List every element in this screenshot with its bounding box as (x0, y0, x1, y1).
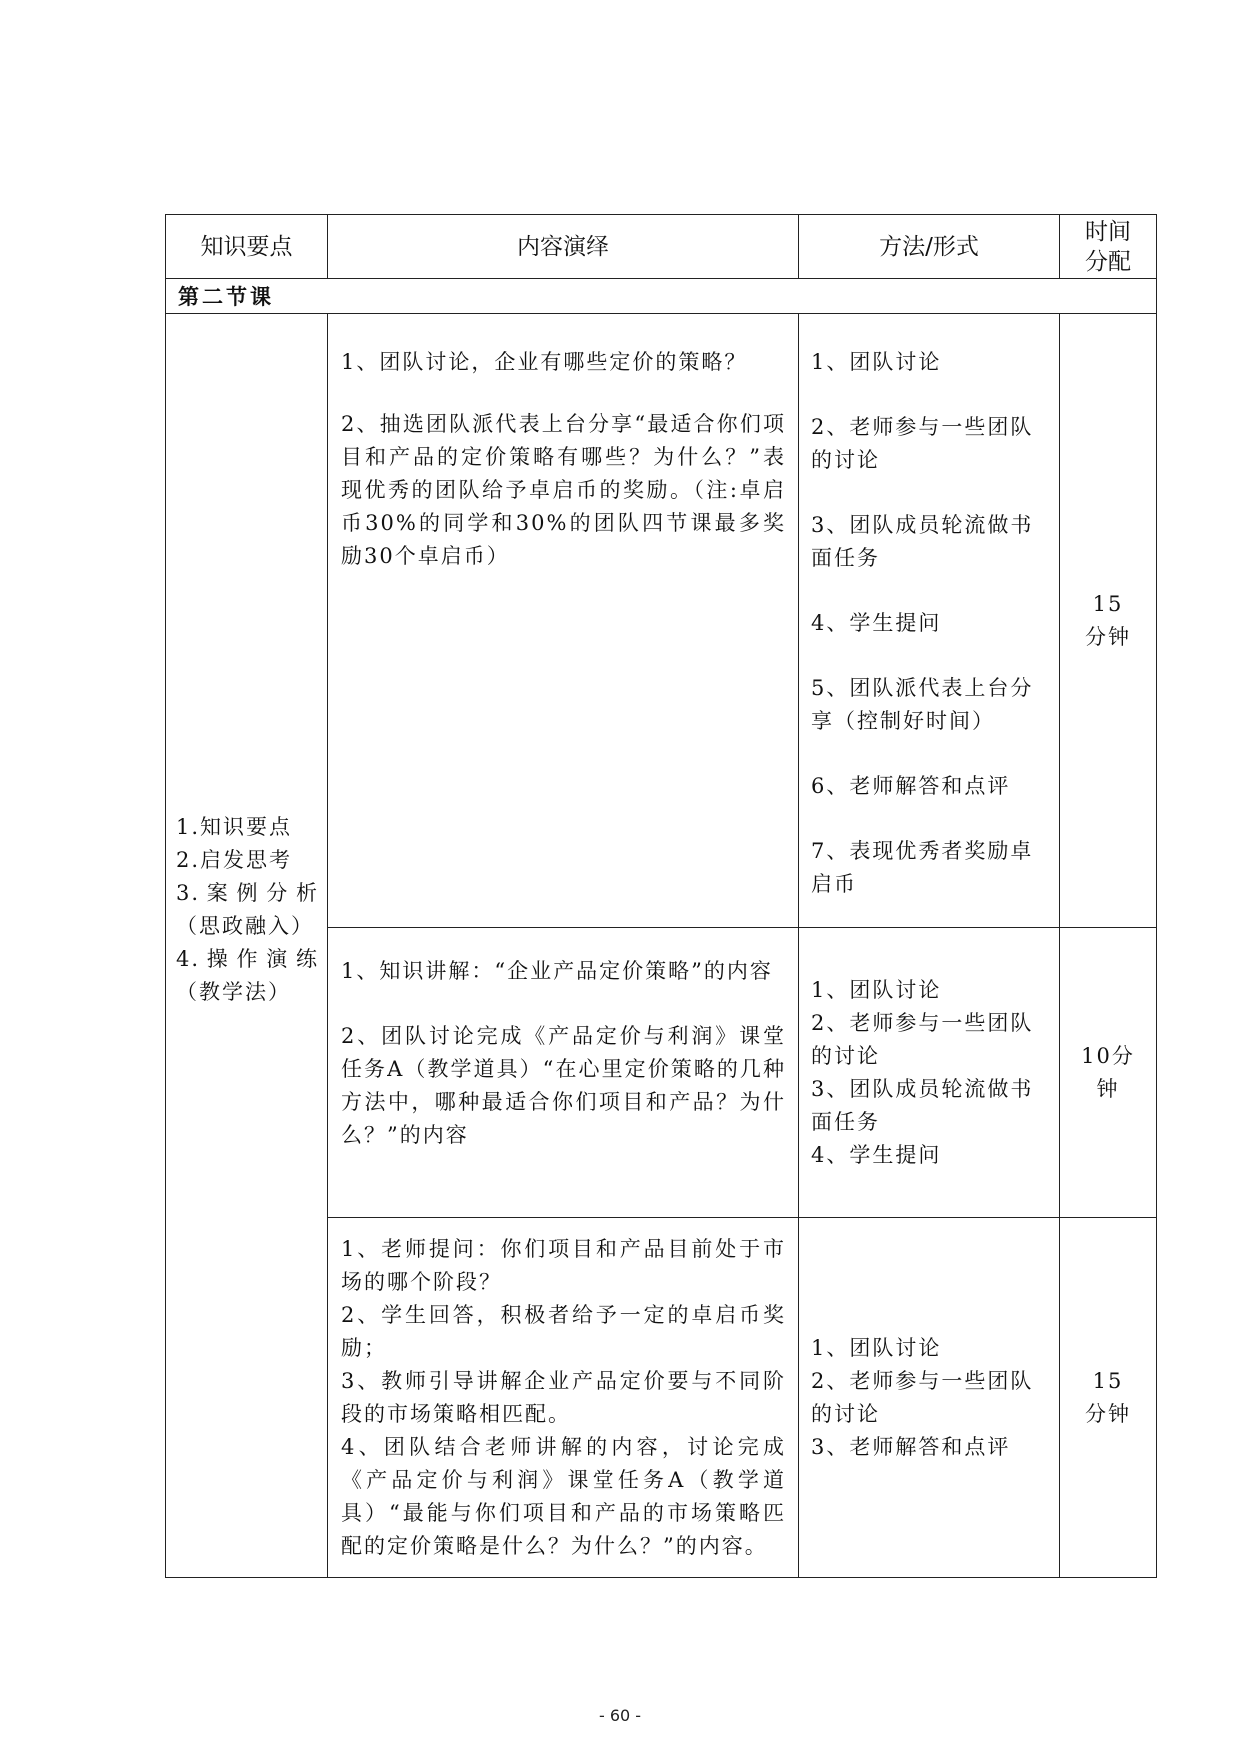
method-item: 1、团队讨论 (811, 1335, 942, 1360)
knowledge-points-list (176, 811, 319, 1009)
method-item: 3、老师解答和点评 (811, 1434, 1011, 1459)
content-item: 1、老师提问：你们项目和产品目前处于市场的哪个阶段？ (341, 1236, 786, 1294)
content-item: 2、学生回答，积极者给予一定的卓启币奖励； (341, 1302, 786, 1360)
header-content: 内容演绎 (328, 215, 799, 279)
header-knowledge-points: 知识要点 (166, 215, 328, 279)
content-cell (328, 1218, 799, 1578)
method-item: 6、老师解答和点评 (811, 774, 1011, 798)
table-header-row (166, 215, 1157, 279)
knowledge-point: 4.操作演练（教学法） (176, 947, 319, 1004)
knowledge-points-cell (166, 314, 328, 1578)
section-title: 第二节课 (166, 279, 1157, 314)
method-item: 5、团队派代表上台分享（控制好时间） (811, 676, 1034, 733)
header-time (1060, 215, 1157, 279)
time-unit: 钟 (1096, 1076, 1120, 1101)
section-row (166, 279, 1157, 314)
header-time-line: 分配 (1085, 248, 1131, 275)
time-cell (1060, 1218, 1157, 1578)
method-item: 4、学生提问 (811, 1142, 942, 1167)
time-value: 15 (1092, 591, 1124, 616)
page-number: - 60 - (598, 1706, 642, 1725)
method-item: 3、团队成员轮流做书面任务 (811, 1076, 1034, 1134)
method-item: 1、团队讨论 (811, 977, 942, 1002)
knowledge-point: 3.案例分析（思政融入） (176, 881, 319, 938)
table-row (166, 314, 1157, 928)
time-cell (1060, 928, 1157, 1218)
content-item: 1、团队讨论，企业有哪些定价的策略？ (341, 350, 748, 374)
time-cell (1060, 314, 1157, 928)
method-item: 2、老师参与一些团队的讨论 (811, 1010, 1034, 1068)
header-time-line: 时间 (1085, 218, 1131, 245)
method-item: 7、表现优秀者奖励卓启币 (811, 839, 1034, 896)
content-item: 4、团队结合老师讲解的内容，讨论完成《产品定价与利润》课堂任务A（教学道具）“最能与你们项目和产品的市场策略匹配的定价策略是什么？为什么？”的内容。 (341, 1434, 786, 1558)
method-cell (799, 314, 1060, 928)
lesson-plan-table (165, 214, 1157, 1578)
time-unit: 分钟 (1085, 624, 1131, 649)
method-item: 4、学生提问 (811, 611, 942, 635)
content-item: 2、抽选团队派代表上台分享“最适合你们项目和产品的定价策略有哪些？为什么？”表现优秀的团队给予卓启币的奖励。（注:卓启币30%的同学和30%的团队四节课最多奖励30个卓启币） (341, 412, 786, 568)
content-item: 2、团队讨论完成《产品定价与利润》课堂任务A（教学道具）“在心里定价策略的几种方法中，哪种最适合你们项目和产品？为什么？”的内容 (341, 1024, 786, 1147)
method-item: 2、老师参与一些团队的讨论 (811, 1368, 1034, 1426)
content-cell (328, 928, 799, 1218)
content-item: 3、教师引导讲解企业产品定价要与不同阶段的市场策略相匹配。 (341, 1368, 786, 1426)
method-cell (799, 928, 1060, 1218)
method-item: 2、老师参与一些团队的讨论 (811, 415, 1034, 472)
method-cell (799, 1218, 1060, 1578)
header-method: 方法/形式 (799, 215, 1060, 279)
knowledge-point: 1.知识要点 (176, 815, 293, 839)
time-value: 15 (1092, 1368, 1124, 1393)
time-unit: 分钟 (1085, 1401, 1131, 1426)
time-value: 10分 (1081, 1043, 1135, 1068)
method-item: 1、团队讨论 (811, 350, 942, 374)
knowledge-point: 2.启发思考 (176, 848, 293, 872)
content-cell (328, 314, 799, 928)
method-item: 3、团队成员轮流做书面任务 (811, 513, 1034, 570)
content-item: 1、知识讲解：“企业产品定价策略”的内容 (341, 959, 773, 983)
